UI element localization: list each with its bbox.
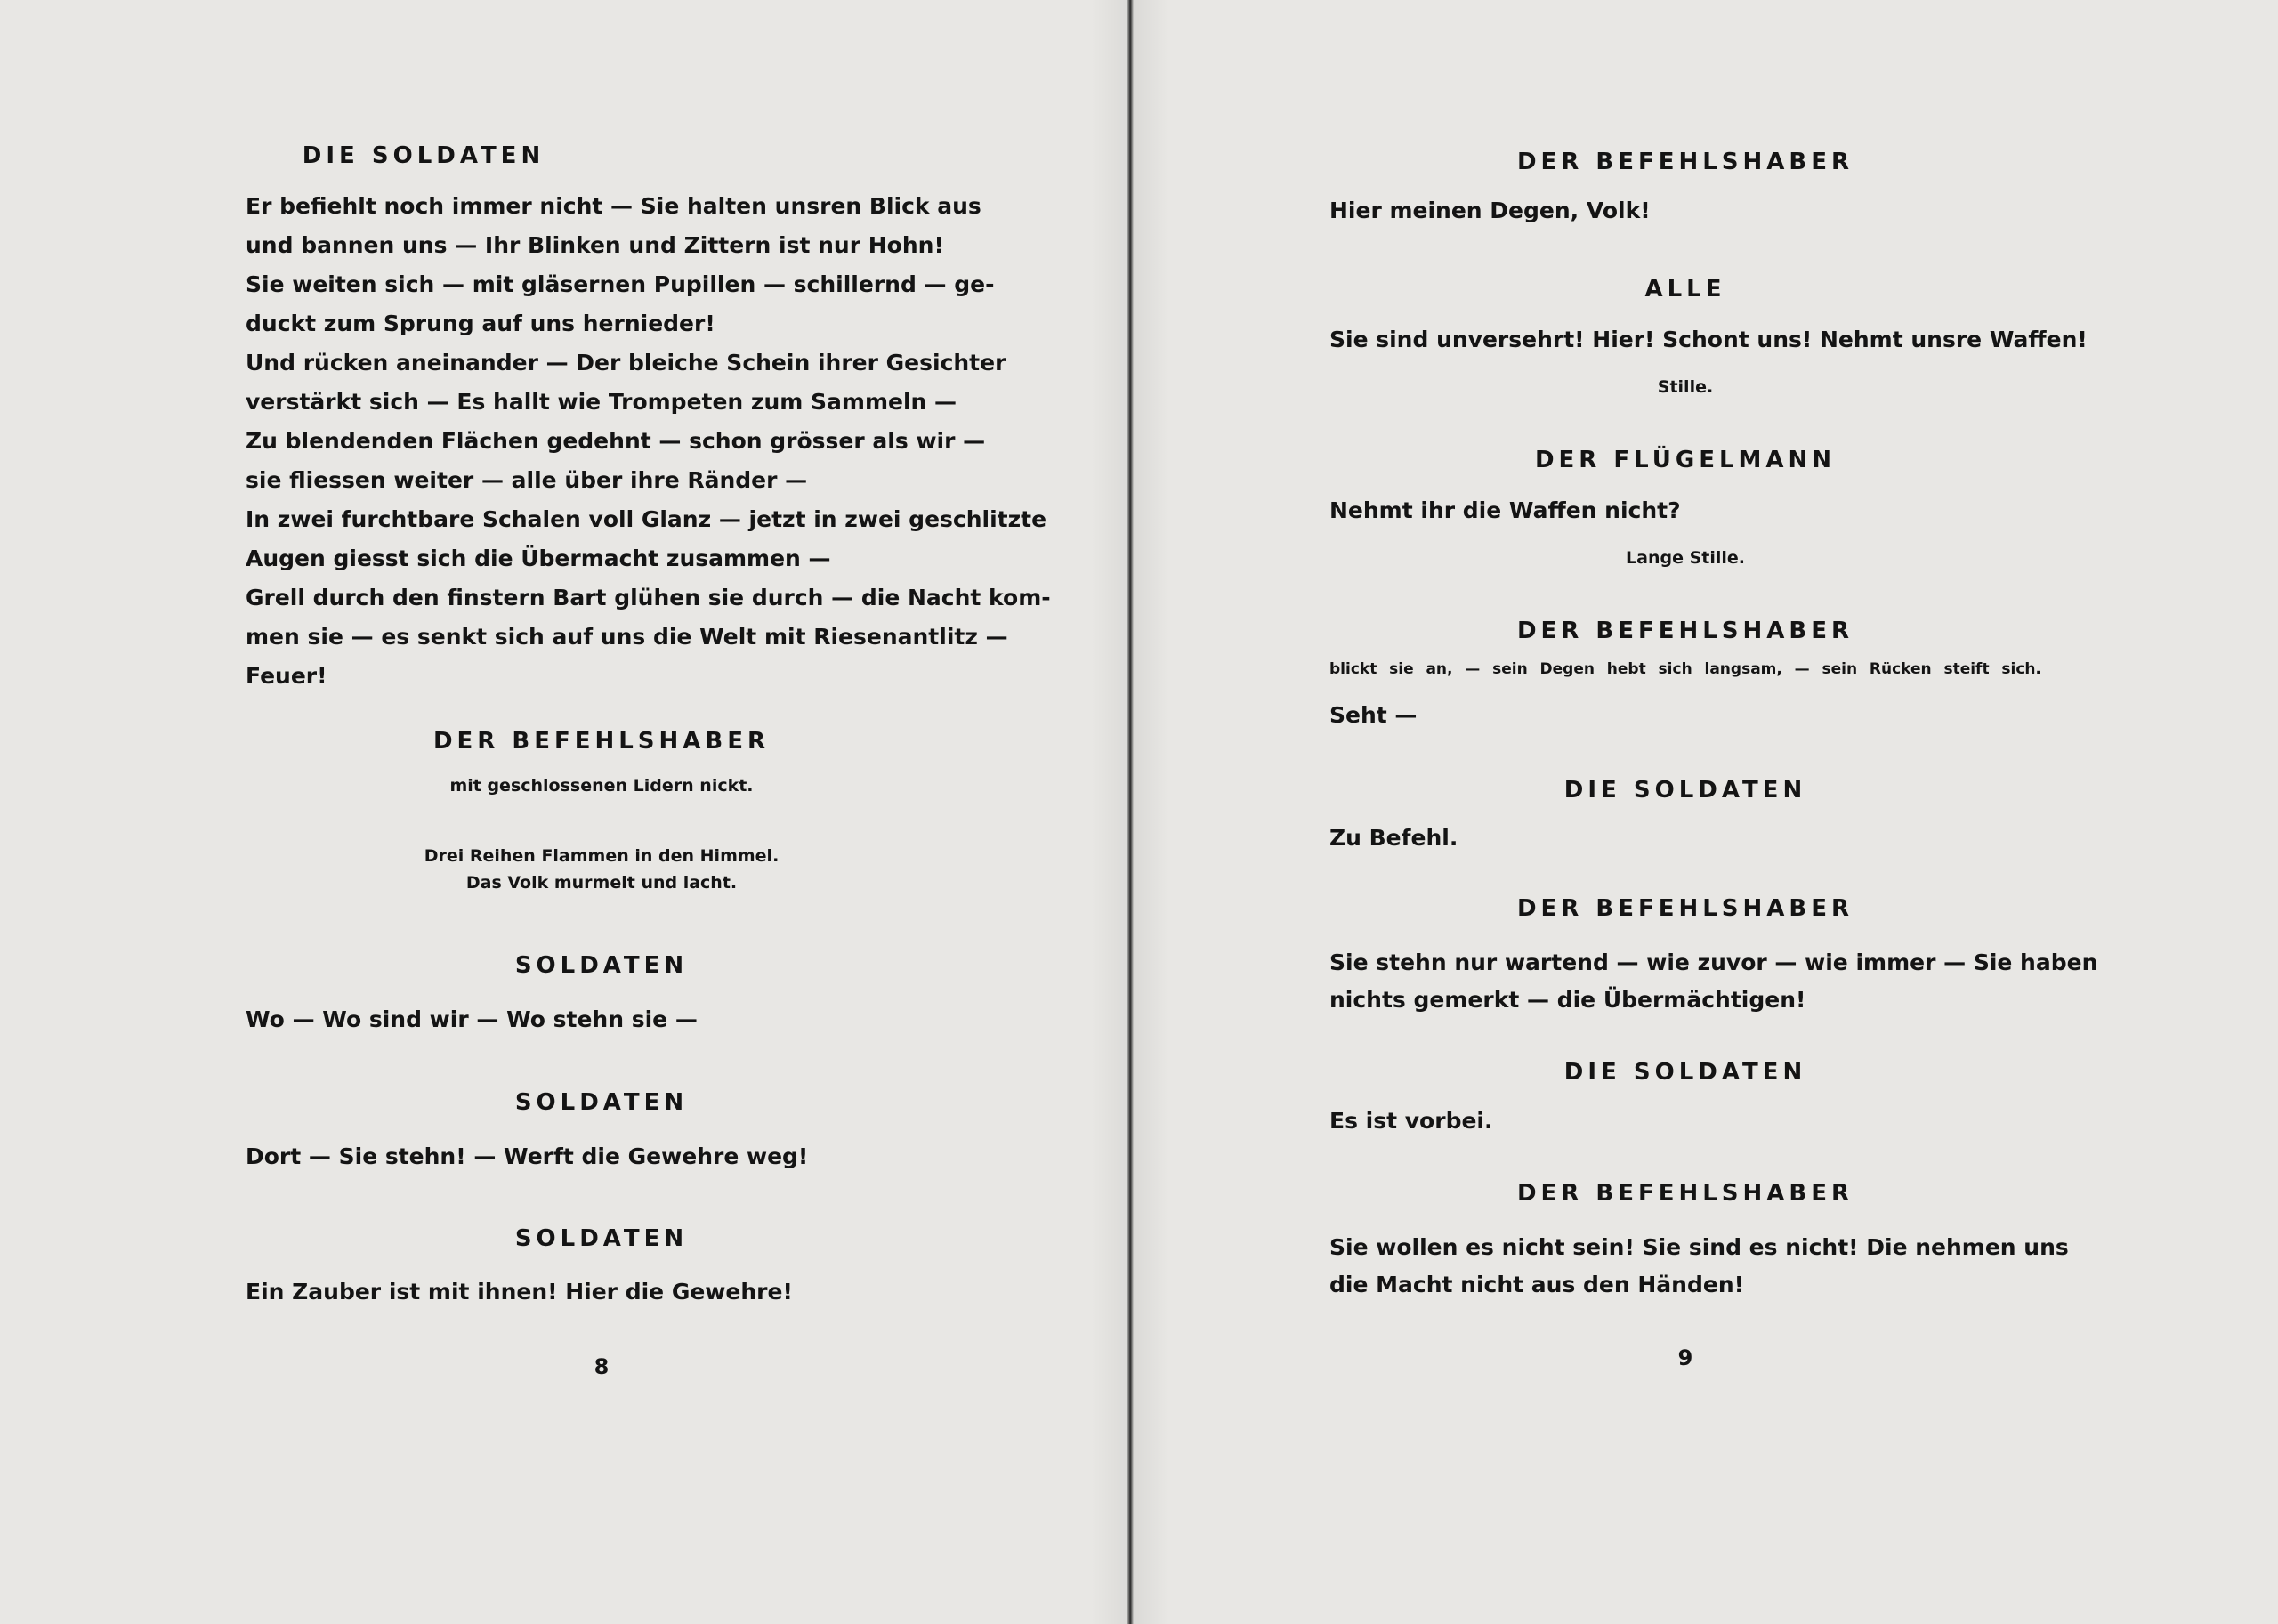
heading-soldaten: SOLDATEN (514, 952, 689, 979)
heading-alle: ALLE (1644, 276, 1726, 303)
verse-line: duckt zum Sprung auf uns hernieder! (246, 311, 715, 336)
dialogue-line: Seht — (1329, 702, 1418, 728)
left-page (0, 0, 1130, 1624)
dialogue-line: Sie sind unversehrt! Hier! Schont uns! Nehmt unsre Waffen! (1329, 327, 2088, 352)
heading-soldaten: SOLDATEN (514, 1225, 689, 1252)
stage-direction: mit geschlossenen Lidern nickt. (449, 776, 754, 796)
stage-direction: Lange Stille. (1626, 548, 1745, 568)
gutter-shadow-left (1091, 0, 1127, 1624)
right-page (1132, 0, 2278, 1624)
heading-der-befehlshaber: DER BEFEHLSHABER (1516, 149, 1854, 175)
page-number: 9 (1677, 1345, 1693, 1370)
page-number: 8 (594, 1354, 610, 1379)
verse-line: Grell durch den finstern Bart glühen sie durch — die Nacht kom- (246, 585, 1051, 610)
dialogue-line: Zu Befehl. (1329, 825, 1458, 851)
heading-der-befehlshaber: DER BEFEHLSHABER (432, 728, 771, 755)
verse-line: sie fliessen weiter — alle über ihre Ränder — (246, 467, 808, 493)
gutter-shadow-right (1134, 0, 1169, 1624)
verse-line: Und rücken aneinander — Der bleiche Schein ihrer Gesichter (246, 350, 1006, 376)
heading-der-befehlshaber: DER BEFEHLSHABER (1516, 1180, 1854, 1207)
dialogue-line: Sie wollen es nicht sein! Sie sind es nicht! Die nehmen uns (1329, 1234, 2069, 1260)
heading-die-soldaten: DIE SOLDATEN (1563, 1059, 1807, 1086)
stage-direction: Stille. (1657, 377, 1714, 397)
verse-line: Sie weiten sich — mit gläsernen Pupillen — schillernd — ge- (246, 271, 995, 297)
verse-line: men sie — es senkt sich auf uns die Welt mit Riesenantlitz — (246, 624, 1008, 650)
verse-line: und bannen uns — Ihr Blinken und Zittern ist nur Hohn! (246, 232, 944, 258)
dialogue-line: nichts gemerkt — die Übermächtigen! (1329, 987, 1806, 1013)
verse-line: verstärkt sich — Es hallt wie Trompeten zum Sammeln — (246, 389, 957, 415)
book-gutter (1127, 0, 1134, 1624)
stage-direction: blickt sie an, — sein Degen hebt sich langsam, — sein Rücken steift sich. (1329, 660, 2041, 678)
stage-direction: Drei Reihen Flammen in den Himmel. (424, 846, 780, 866)
dialogue-line: Nehmt ihr die Waffen nicht? (1329, 497, 1681, 523)
dialogue-line: die Macht nicht aus den Händen! (1329, 1272, 1745, 1297)
verse-line: In zwei furchtbare Schalen voll Glanz — jetzt in zwei geschlitzte (246, 506, 1047, 532)
dialogue-line: Es ist vorbei. (1329, 1108, 1493, 1134)
dialogue-line: Hier meinen Degen, Volk! (1329, 198, 1651, 223)
heading-die-soldaten: DIE SOLDATEN (1563, 777, 1807, 804)
stage-direction: Das Volk murmelt und lacht. (465, 873, 738, 893)
dialogue-line: Wo — Wo sind wir — Wo stehn sie — (246, 1006, 698, 1032)
verse-line: Feuer! (246, 663, 327, 689)
heading-der-fluegelmann: DER FLÜGELMANN (1534, 447, 1837, 473)
verse-block (246, 187, 1051, 696)
verse-line: Zu blendenden Flächen gedehnt — schon grösser als wir — (246, 428, 986, 454)
dialogue-line: Dort — Sie stehn! — Werft die Gewehre weg! (246, 1143, 809, 1169)
heading-der-befehlshaber: DER BEFEHLSHABER (1516, 895, 1854, 922)
heading-soldaten: SOLDATEN (514, 1089, 689, 1116)
verse-line: Er befiehlt noch immer nicht — Sie halten unsren Blick aus (246, 193, 981, 219)
heading-der-befehlshaber: DER BEFEHLSHABER (1516, 618, 1854, 644)
heading-die-soldaten: DIE SOLDATEN (302, 142, 545, 169)
verse-line: Augen giesst sich die Übermacht zusammen — (246, 545, 831, 571)
dialogue-line: Ein Zauber ist mit ihnen! Hier die Gewehre! (246, 1279, 793, 1305)
dialogue-line: Sie stehn nur wartend — wie zuvor — wie immer — Sie haben (1329, 949, 2098, 975)
